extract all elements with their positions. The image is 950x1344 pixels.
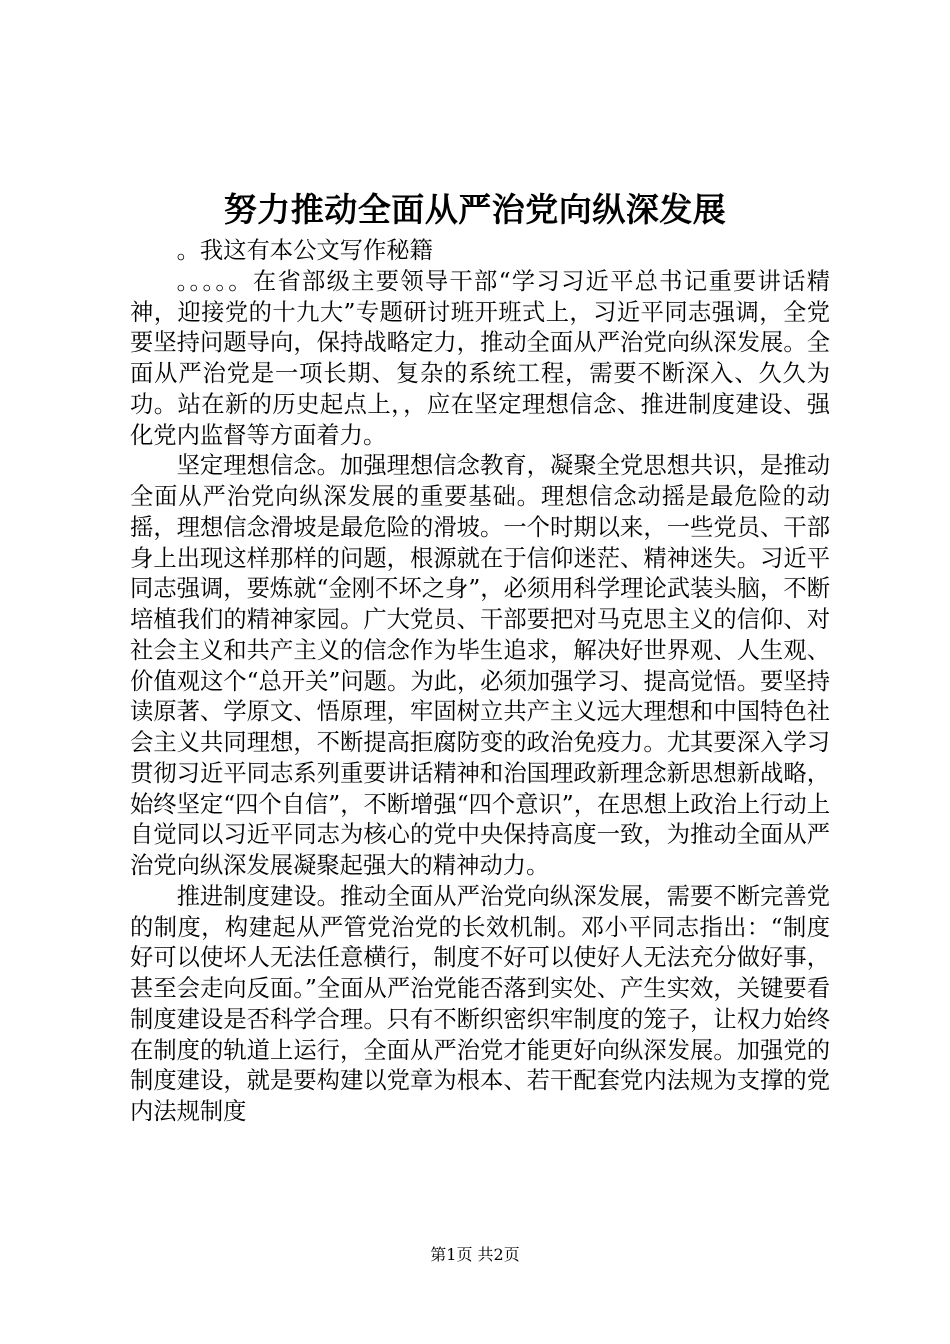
document-title: 努力推动全面从严治党向纵深发展: [223, 190, 727, 229]
body-paragraph-3: 推进制度建设。推动全面从严治党向纵深发展，需要不断完善党的制度，构建起从严管党治党的长效机制。邓小平同志指出：“制度好可以使坏人无法任意横行，制度不好可以使好人无法充分做好事，甚至会走向反面。”全面从严治党能否落到实处、产生实效，关键要看制度建设是否科学合理。只有不断织密织牢制度的笼子，让权力始终在制度的轨道上运行，全面从严治党才能更好向纵深发展。加强党的制度建设，就是要构建以党章为根本、若干配套党内法规为支撑的党内法规制度: [130, 882, 830, 1125]
body-paragraph-1: 。。。。。在省部级主要领导干部“学习习近平总书记重要讲话精神，迎接党的十九大”专题研讨班开班式上，习近平同志强调，全党要坚持问题导向，保持战略定力，推动全面从严治党向纵深发展。全面从严治党是一项长期、复杂的系统工程，需要不断深入、久久为功。站在新的历史起点上，，应在坚定理想信念、推进制度建设、强化党内监督等方面着力。: [130, 267, 830, 449]
document-body: [130, 236, 830, 1128]
intro-paragraph: 。我这有本公文写作秘籍: [176, 237, 433, 264]
page-number-footer: 第1页 共2页: [430, 1245, 520, 1264]
body-paragraph-2: 坚定理想信念。加强理想信念教育，凝聚全党思想共识，是推动全面从严治党向纵深发展的重要基础。理想信念动摇是最危险的动摇，理想信念滑坡是最危险的滑坡。一个时期以来，一些党员、干部身上出现这样那样的问题，根源就在于信仰迷茫、精神迷失。习近平同志强调，要炼就“金刚不坏之身”，必须用科学理论武装头脑，不断培植我们的精神家园。广大党员、干部要把对马克思主义的信仰、对社会主义和共产主义的信念作为毕生追求，解决好世界观、人生观、价值观这个“总开关”问题。为此，必须加强学习、提高觉悟。要坚持读原著、学原文、悟原理，牢固树立共产主义远大理想和中国特色社会主义共同理想，不断提高拒腐防变的政治免疫力。尤其要深入学习贯彻习近平同志系列重要讲话精神和治国理政新理念新思想新战略，始终坚定“四个自信”，不断增强“四个意识”，在思想上政治上行动上自觉同以习近平同志为核心的党中央保持高度一致，为推动全面从严治党向纵深发展凝聚起强大的精神动力。: [130, 452, 830, 879]
